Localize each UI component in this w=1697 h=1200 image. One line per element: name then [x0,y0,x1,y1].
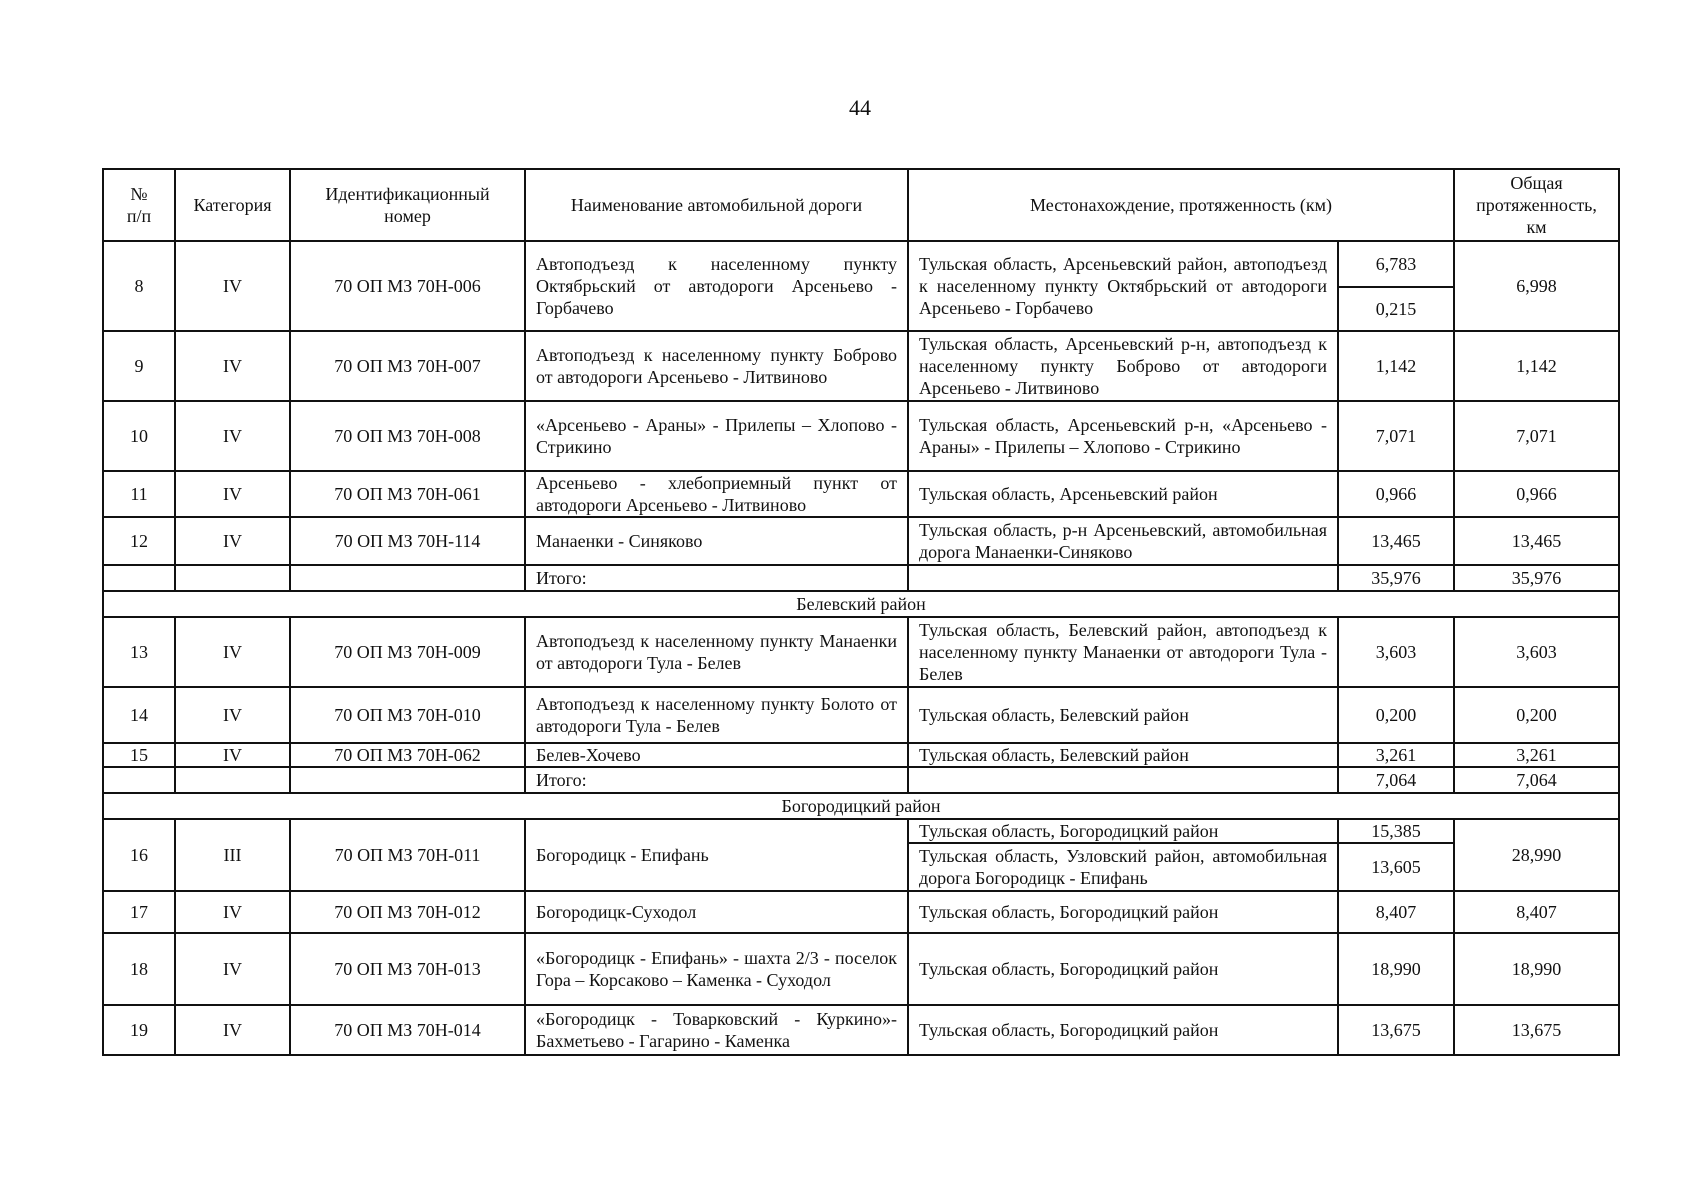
row-length: 13,605 [1338,843,1454,891]
row-category: IV [175,743,290,767]
row-category: III [175,819,290,891]
row-category: IV [175,401,290,471]
row-location: Тульская область, Белевский район [908,743,1338,767]
header-location: Местонахождение, протяженность (км) [908,169,1454,241]
table-row [103,891,1619,933]
row-num: 13 [103,617,175,687]
row-location: Тульская область, Арсеньевский район [908,471,1338,517]
row-id: 70 ОП МЗ 70Н-012 [290,891,525,933]
row-location: Тульская область, Арсеньевский р-н, «Арсеньево - Араны» - Прилепы – Хлопово - Стрикино [908,401,1338,471]
row-length: 15,385 [1338,819,1454,843]
row-location: Тульская область, Богородицкий район [908,1005,1338,1055]
row-name: Автоподъезд к населенному пункту Манаенки от автодороги Тула - Белев [525,617,908,687]
row-location: Тульская область, Богородицкий район [908,891,1338,933]
row-num: 12 [103,517,175,565]
row-id: 70 ОП МЗ 70Н-010 [290,687,525,743]
row-id: 70 ОП МЗ 70Н-011 [290,819,525,891]
header-num: № п/п [103,169,175,241]
row-location: Тульская область, р-н Арсеньевский, автомобильная дорога Манаенки-Синяково [908,517,1338,565]
row-name: «Арсеньево - Араны» - Прилепы – Хлопово - Стрикино [525,401,908,471]
row-length: 13,465 [1338,517,1454,565]
table-row [103,933,1619,1005]
row-id: 70 ОП МЗ 70Н-007 [290,331,525,401]
section-title: Богородицкий район [103,793,1619,819]
row-length: 3,261 [1338,743,1454,767]
row-location: Тульская область, Арсеньевский р-н, автоподъезд к населенному пункту Боброво от автодороги Арсеньево - Литвиново [908,331,1338,401]
row-length: 1,142 [1338,331,1454,401]
row-id: 70 ОП МЗ 70Н-013 [290,933,525,1005]
row-location: Тульская область, Белевский район, автоподъезд к населенному пункту Манаенки от автодороги Тула - Белев [908,617,1338,687]
row-total: 18,990 [1454,933,1619,1005]
row-total: 28,990 [1454,819,1619,891]
row-length: 0,200 [1338,687,1454,743]
table-row [103,1005,1619,1055]
row-length: 8,407 [1338,891,1454,933]
table-row [103,617,1619,687]
row-length: 3,603 [1338,617,1454,687]
row-location: Тульская область, Богородицкий район [908,933,1338,1005]
row-num: 11 [103,471,175,517]
row-num: 16 [103,819,175,891]
row-num: 15 [103,743,175,767]
row-category: IV [175,471,290,517]
row-num: 18 [103,933,175,1005]
row-length: 0,966 [1338,471,1454,517]
row-name: «Богородицк - Епифань» - шахта 2/3 - поселок Гора – Корсаково – Каменка - Суходол [525,933,908,1005]
row-category: IV [175,687,290,743]
table-row [103,401,1619,471]
row-category: IV [175,617,290,687]
row-num: 9 [103,331,175,401]
row-num: 19 [103,1005,175,1055]
row-total: 13,675 [1454,1005,1619,1055]
row-category: IV [175,517,290,565]
row-location: Тульская область, Арсеньевский район, автоподъезд к населенному пункту Октябрьский от автодороги Арсеньево - Горбачево [908,241,1338,331]
total-label: Итого: [525,565,908,591]
row-total: 3,603 [1454,617,1619,687]
row-num: 10 [103,401,175,471]
total-row [103,565,1619,591]
row-total: 8,407 [1454,891,1619,933]
row-length: 18,990 [1338,933,1454,1005]
row-id: 70 ОП МЗ 70Н-114 [290,517,525,565]
table-header [103,169,1619,241]
row-name: Богородицк - Епифань [525,819,908,891]
section-title: Белевский район [103,591,1619,617]
table-row [103,517,1619,565]
row-location: Тульская область, Узловский район, автомобильная дорога Богородицк - Епифань [908,843,1338,891]
section-row [103,793,1619,819]
header-name: Наименование автомобильной дороги [525,169,908,241]
row-name: Богородицк-Суходол [525,891,908,933]
row-id: 70 ОП МЗ 70Н-062 [290,743,525,767]
row-length: 6,783 [1338,241,1454,287]
row-num: 17 [103,891,175,933]
header-total: Общая протяженность, км [1454,169,1619,241]
row-num: 14 [103,687,175,743]
row-length: 0,215 [1338,287,1454,331]
table-row [103,687,1619,743]
row-name: Автоподъезд к населенному пункту Октябрьский от автодороги Арсеньево - Горбачево [525,241,908,331]
row-total: 3,261 [1454,743,1619,767]
row-category: IV [175,891,290,933]
row-name: «Богородицк - Товарковский - Куркино»- Бахметьево - Гагарино - Каменка [525,1005,908,1055]
row-location: Тульская область, Богородицкий район [908,819,1338,843]
row-category: IV [175,331,290,401]
row-id: 70 ОП МЗ 70Н-009 [290,617,525,687]
table-row [103,819,1619,843]
roads-table [102,168,1620,1056]
total-sum: 35,976 [1454,565,1619,591]
row-location: Тульская область, Белевский район [908,687,1338,743]
row-length: 13,675 [1338,1005,1454,1055]
table-row [103,471,1619,517]
table-row [103,743,1619,767]
row-total: 13,465 [1454,517,1619,565]
page-number: 44 [849,95,871,120]
row-length: 7,071 [1338,401,1454,471]
row-name: Автоподъезд к населенному пункту Боброво от автодороги Арсеньево - Литвиново [525,331,908,401]
total-row [103,767,1619,793]
row-category: IV [175,1005,290,1055]
total-length: 35,976 [1338,565,1454,591]
table-row [103,241,1619,287]
section-row [103,591,1619,617]
row-total: 1,142 [1454,331,1619,401]
row-total: 6,998 [1454,241,1619,331]
row-category: IV [175,241,290,331]
total-sum: 7,064 [1454,767,1619,793]
row-id: 70 ОП МЗ 70Н-014 [290,1005,525,1055]
row-category: IV [175,933,290,1005]
row-num: 8 [103,241,175,331]
row-name: Белев-Хочево [525,743,908,767]
header-category: Категория [175,169,290,241]
row-total: 0,200 [1454,687,1619,743]
row-name: Манаенки - Синяково [525,517,908,565]
total-label: Итого: [525,767,908,793]
row-name: Арсеньево - хлебоприемный пункт от автодороги Арсеньево - Литвиново [525,471,908,517]
row-total: 0,966 [1454,471,1619,517]
row-total: 7,071 [1454,401,1619,471]
row-id: 70 ОП МЗ 70Н-061 [290,471,525,517]
row-id: 70 ОП МЗ 70Н-008 [290,401,525,471]
header-id: Идентификационный номер [290,169,525,241]
total-length: 7,064 [1338,767,1454,793]
row-name: Автоподъезд к населенному пункту Болото от автодороги Тула - Белев [525,687,908,743]
table-row [103,331,1619,401]
row-id: 70 ОП МЗ 70Н-006 [290,241,525,331]
